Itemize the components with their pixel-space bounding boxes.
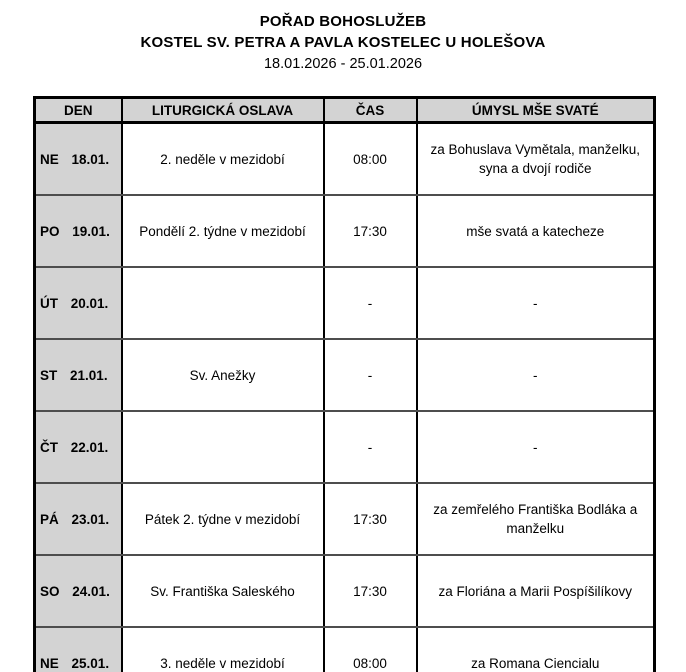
schedule-body (35, 123, 655, 672)
table-header (35, 98, 655, 123)
day-cell (35, 123, 122, 196)
document-header (0, 0, 686, 76)
intention-cell: za Floriána a Marii Pospíšilíkovy (417, 555, 655, 627)
table-row (35, 267, 655, 339)
intention-cell: za Romana Ciencialu (417, 627, 655, 672)
time-cell: - (324, 267, 417, 339)
intention-cell: - (417, 267, 655, 339)
day-abbrev: ÚT (40, 295, 58, 311)
celebration-cell: Sv. Františka Saleského (122, 555, 324, 627)
day-abbrev: PO (40, 223, 60, 239)
day-cell (35, 195, 122, 267)
intention-cell: mše svatá a katecheze (417, 195, 655, 267)
day-date: 18.01. (71, 151, 110, 167)
intention-cell: - (417, 339, 655, 411)
header-umysl-mse-svate: ÚMYSL MŠE SVATÉ (417, 98, 655, 123)
celebration-cell: 2. neděle v mezidobí (122, 123, 324, 196)
table-row (35, 555, 655, 627)
day-abbrev: ČT (40, 439, 58, 455)
day-cell (35, 339, 122, 411)
day-abbrev: NE (40, 655, 59, 671)
day-cell (35, 627, 122, 672)
day-date: 25.01. (71, 655, 110, 671)
intention-cell: za Bohuslava Vymětala, manželku, syna a dvojí rodiče (417, 123, 655, 196)
time-cell: 08:00 (324, 123, 417, 196)
day-abbrev: PÁ (40, 511, 59, 527)
celebration-cell: Sv. Anežky (122, 339, 324, 411)
table-row (35, 627, 655, 672)
time-cell: - (324, 339, 417, 411)
day-abbrev: ST (40, 367, 58, 383)
time-cell: 17:30 (324, 555, 417, 627)
table-row (35, 195, 655, 267)
day-date: 19.01. (72, 223, 110, 239)
day-date: 21.01. (70, 367, 108, 383)
table-row (35, 123, 655, 196)
schedule-table (33, 96, 656, 672)
time-cell: - (324, 411, 417, 483)
day-cell (35, 267, 122, 339)
day-date: 23.01. (71, 511, 110, 527)
time-cell: 17:30 (324, 483, 417, 555)
table-row (35, 411, 655, 483)
table-row (35, 483, 655, 555)
celebration-cell (122, 411, 324, 483)
day-cell (35, 555, 122, 627)
day-abbrev: SO (40, 583, 60, 599)
time-cell: 17:30 (324, 195, 417, 267)
celebration-cell (122, 267, 324, 339)
intention-cell: - (417, 411, 655, 483)
date-range: 18.01.2026 - 25.01.2026 (263, 56, 423, 72)
day-date: 20.01. (70, 295, 109, 311)
header-den: DEN (35, 98, 122, 123)
day-abbrev: NE (40, 151, 59, 167)
time-cell: 08:00 (324, 627, 417, 672)
celebration-cell: Pondělí 2. týdne v mezidobí (122, 195, 324, 267)
day-date: 24.01. (72, 583, 110, 599)
intention-cell: za zemřelého Františka Bodláka a manželku (417, 483, 655, 555)
day-cell (35, 483, 122, 555)
day-cell (35, 411, 122, 483)
header-row (35, 98, 655, 123)
day-date: 22.01. (70, 439, 109, 455)
church-name: KOSTEL SV. PETRA A PAVLA KOSTELEC U HOLEŠOVA (140, 34, 546, 51)
header-liturgicka-oslava: LITURGICKÁ OSLAVA (122, 98, 324, 123)
table-row (35, 339, 655, 411)
header-cas: ČAS (324, 98, 417, 123)
celebration-cell: 3. neděle v mezidobí (122, 627, 324, 672)
document-title: POŘAD BOHOSLUŽEB (259, 13, 427, 30)
celebration-cell: Pátek 2. týdne v mezidobí (122, 483, 324, 555)
